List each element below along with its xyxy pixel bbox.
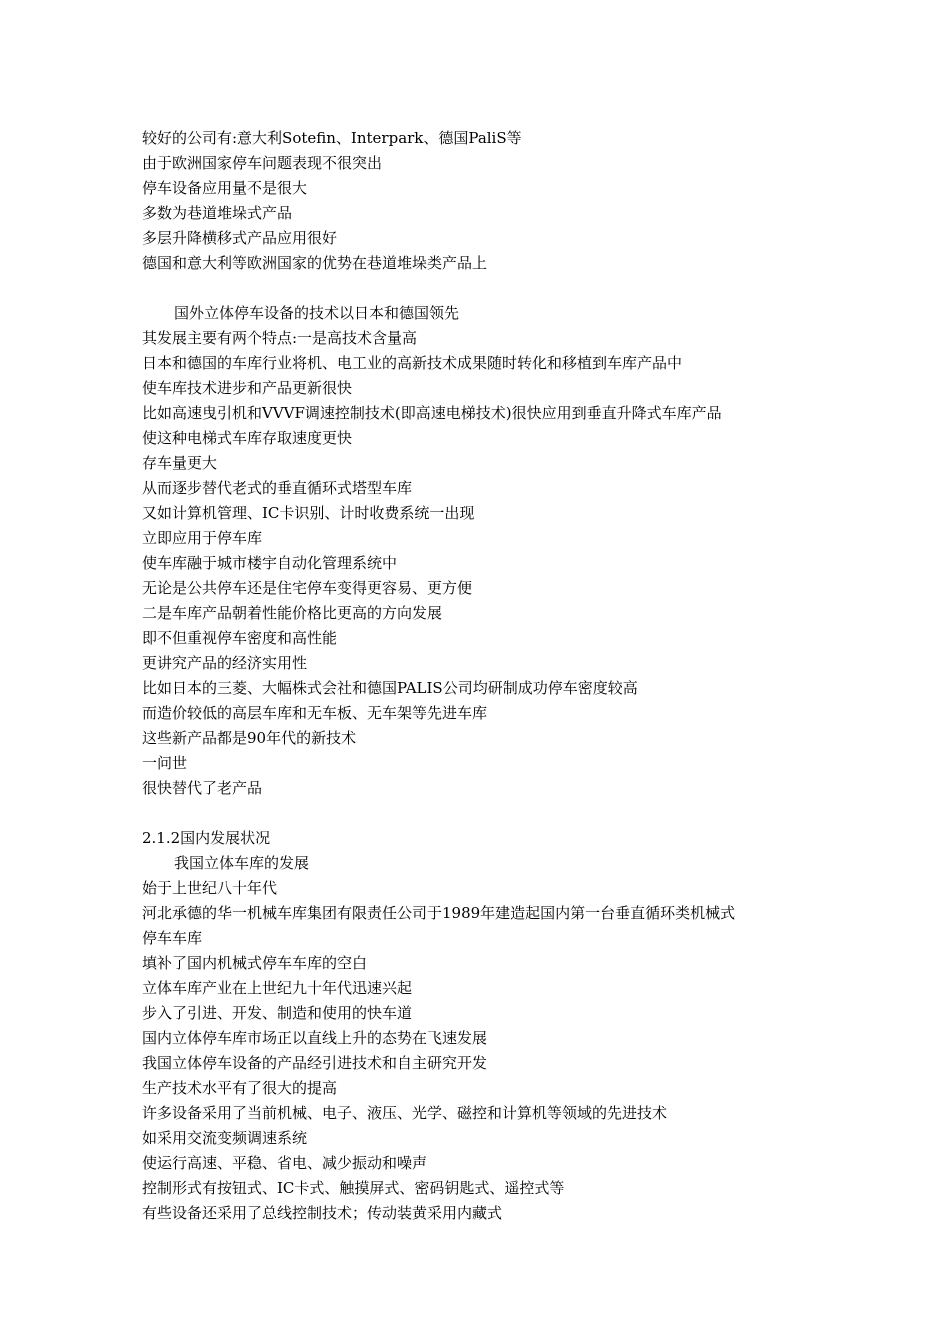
text-line: 德国和意大利等欧洲国家的优势在巷道堆垛类产品上: [142, 254, 488, 272]
text-line: 更讲究产品的经济实用性: [142, 654, 308, 672]
text-line: 多层升降横移式产品应用很好: [142, 229, 338, 247]
paragraph-domestic-development: [142, 851, 842, 1226]
text-line: 无论是公共停车还是住宅停车变得更容易、更方便: [142, 579, 473, 597]
text-line: 其发展主要有两个特点:一是高技术含量高: [142, 329, 418, 347]
text-line: 从而逐步替代老式的垂直循环式塔型车库: [142, 479, 413, 497]
text-line: 河北承德的华一机械车库集团有限责任公司于1989年建造起国内第一台垂直循环类机械式: [142, 904, 736, 922]
text-line: 生产技术水平有了很大的提高: [142, 1079, 338, 1097]
text-line: 立即应用于停车库: [142, 529, 263, 547]
text-line: 使运行高速、平稳、省电、减少振动和噪声: [142, 1154, 428, 1172]
text-line: 如采用交流变频调速系统: [142, 1129, 308, 1147]
paragraph-foreign-companies: [142, 126, 842, 276]
text-line: 许多设备采用了当前机械、电子、液压、光学、磁控和计算机等领域的先进技术: [142, 1104, 668, 1122]
text-line: 多数为巷道堆垛式产品: [142, 204, 293, 222]
text-line: 我国立体停车设备的产品经引进技术和自主研究开发: [142, 1054, 488, 1072]
text-line: 有些设备还采用了总线控制技术；传动装黄采用内藏式: [142, 1204, 503, 1222]
text-line: 国内立体停车库市场正以直线上升的态势在飞速发展: [142, 1029, 488, 1047]
text-line: 控制形式有按钮式、IC卡式、触摸屏式、密码钥匙式、遥控式等: [142, 1179, 565, 1197]
text-line: 由于欧洲国家停车问题表现不很突出: [142, 154, 383, 172]
text-line: 比如日本的三菱、大幅株式会社和德国PALIS公司均研制成功停车密度较高: [142, 679, 638, 697]
text-line: 比如高速曳引机和VVVF调速控制技术(即高速电梯技术)很快应用到垂直升降式车库产品: [142, 404, 722, 422]
text-line: 填补了国内机械式停车车库的空白: [142, 954, 368, 972]
text-line: 这些新产品都是90年代的新技术: [142, 729, 357, 747]
text-line: 停车设备应用量不是很大: [142, 179, 308, 197]
text-line: 一问世: [142, 754, 188, 772]
text-line: 很快替代了老产品: [142, 779, 263, 797]
text-line: 步入了引进、开发、制造和使用的快车道: [142, 1004, 413, 1022]
text-line: 存车量更大: [142, 454, 218, 472]
paragraph-lead-line: 国外立体停车设备的技术以日本和德国领先: [174, 304, 460, 322]
text-line: 始于上世纪八十年代: [142, 879, 278, 897]
text-line: 立体车库产业在上世纪九十年代迅速兴起: [142, 979, 413, 997]
text-line: 停车车库: [142, 929, 203, 947]
paragraph-lead-line: 我国立体车库的发展: [174, 854, 310, 872]
text-line: 使车库融于城市楼宇自动化管理系统中: [142, 554, 398, 572]
blank-line: [142, 276, 842, 301]
document-body: [142, 126, 842, 1226]
text-line: 使这种电梯式车库存取速度更快: [142, 429, 353, 447]
section-heading: 2.1.2国内发展状况: [142, 829, 271, 847]
blank-line: [142, 801, 842, 826]
text-line: 较好的公司有:意大利Sotefin、Interpark、德国PaliS等: [142, 129, 522, 147]
text-line: 即不但重视停车密度和高性能: [142, 629, 338, 647]
text-line: 而造价较低的高层车库和无车板、无车架等先进车库: [142, 704, 488, 722]
paragraph-foreign-technology: [142, 301, 842, 801]
text-line: 使车库技术进步和产品更新很快: [142, 379, 353, 397]
text-line: 日本和德国的车库行业将机、电工业的高新技术成果随时转化和移植到车库产品中: [142, 354, 683, 372]
text-line: 又如计算机管理、IC卡识别、计时收费系统一出现: [142, 504, 475, 522]
text-line: 二是车库产品朝着性能价格比更高的方向发展: [142, 604, 443, 622]
